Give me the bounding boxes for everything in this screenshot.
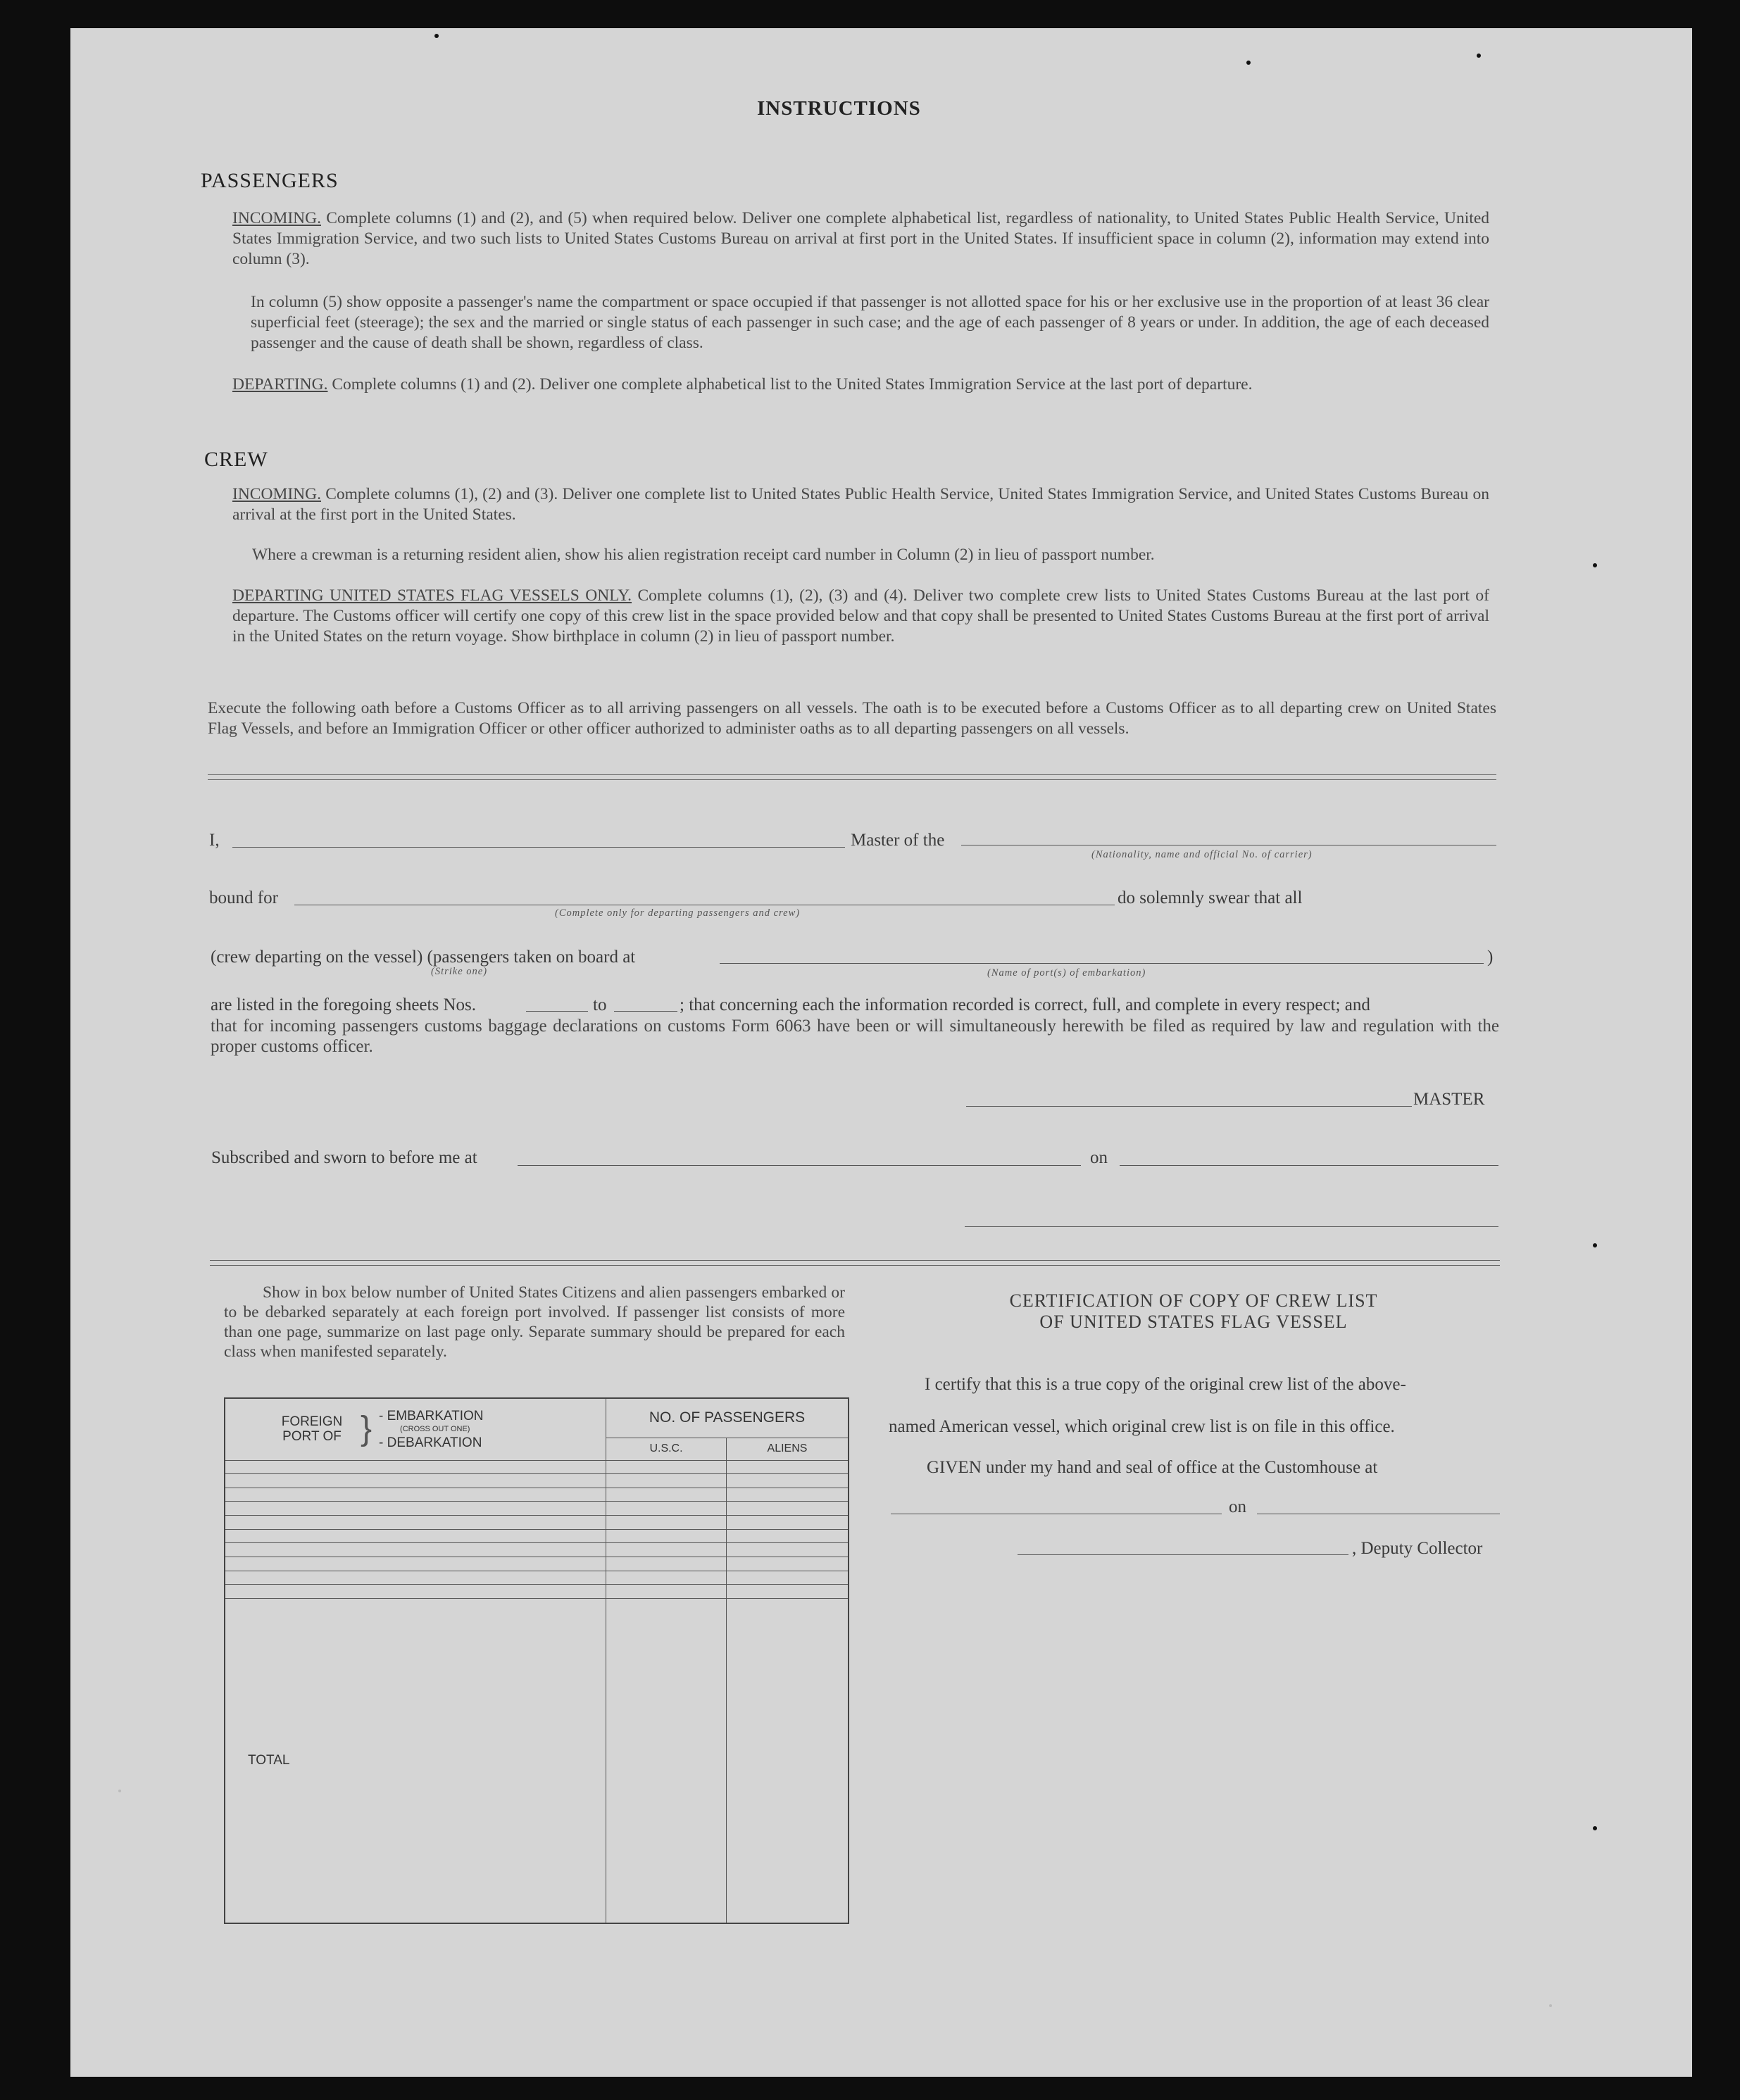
- crew-departing-label: DEPARTING UNITED STATES FLAG VESSELS ONLY.: [232, 586, 632, 605]
- usc-header: U.S.C.: [606, 1438, 727, 1460]
- total-label: TOTAL: [225, 1598, 606, 1923]
- summary-instruction: Show in box below number of United States Citizens and alien passengers embarked or to be debarked separately at each foreign port involved. If passenger list consists of more than one page, summarize on last page only. Separate summary should be prepared for each class when manifested separately.: [224, 1283, 845, 1361]
- listed-label-1: are listed in the foregoing sheets Nos.: [211, 995, 476, 1014]
- embarkation-label: - EMBARKATION: [379, 1408, 484, 1423]
- crew-resident-paragraph: Where a crewman is a returning resident alien, show his alien registration receipt card number in Column (2) in lieu of passport number.: [252, 546, 1155, 564]
- carrier-caption: (Nationality, name and official No. of carrier): [1091, 849, 1313, 860]
- deputy-collector-label: , Deputy Collector: [1352, 1539, 1483, 1558]
- close-paren: ): [1487, 948, 1494, 967]
- certification-line-3: GIVEN under my hand and seal of office at the Customhouse at: [927, 1458, 1378, 1477]
- deputy-signature-field[interactable]: [1018, 1554, 1348, 1555]
- bound-for-label: bound for: [209, 888, 278, 907]
- certification-on-label: on: [1229, 1497, 1246, 1516]
- scan-speck: [434, 34, 439, 38]
- certification-line-2: named American vessel, which original crew list is on file in this office.: [889, 1417, 1395, 1436]
- table-row[interactable]: [225, 1516, 849, 1530]
- passengers-heading: PASSENGERS: [201, 169, 339, 192]
- table-row[interactable]: [225, 1460, 849, 1474]
- crew-incoming-label: INCOMING.: [232, 485, 321, 503]
- crew-incoming-text: Complete columns (1), (2) and (3). Deliver one complete list to United States Public Health Service, United States Immigration Service, and United States Customs Bureau on arrival at the first port in the United States.: [232, 485, 1489, 524]
- certification-heading-1: CERTIFICATION OF COPY OF CREW LIST: [1009, 1290, 1378, 1311]
- table-row[interactable]: [225, 1571, 849, 1585]
- foreign-port-of-label: FOREIGN PORT OF: [281, 1414, 343, 1445]
- total-row[interactable]: [225, 1598, 849, 1923]
- scan-speck: [118, 1790, 121, 1792]
- table-row[interactable]: [225, 1529, 849, 1543]
- scan-speck: [1593, 1826, 1597, 1830]
- aliens-header: ALIENS: [727, 1438, 849, 1460]
- crew-departing-text: Complete columns (1), (2), (3) and (4). Deliver two complete crew lists to United States Customs Bureau at the last port of departure. The Customs officer will certify one copy of this crew list in the space provided below and that copy shall be presented to United States Customs Bureau at the first port of arrival in the United States on the return voyage. Show birthplace in column (2) in lieu of passport number.: [232, 586, 1489, 646]
- officer-signature-field[interactable]: [965, 1226, 1498, 1227]
- table-row[interactable]: [225, 1488, 849, 1502]
- certification-heading: [894, 1290, 1493, 1333]
- subscribed-on-label: on: [1090, 1148, 1108, 1167]
- no-of-passengers-header: NO. OF PASSENGERS: [606, 1398, 849, 1438]
- crew-passengers-label: (crew departing on the vessel) (passengers taken on board at: [211, 948, 636, 967]
- oath-i-label: I,: [209, 831, 220, 850]
- solemnly-swear-label: do solemnly swear that all: [1118, 888, 1303, 907]
- cross-out-label: (CROSS OUT ONE): [400, 1424, 470, 1433]
- debarkation-label: - DEBARKATION: [379, 1435, 482, 1450]
- sheet-from-field[interactable]: [526, 1011, 588, 1012]
- ports-caption: (Name of port(s) of embarkation): [987, 967, 1146, 979]
- master-of-the-label: Master of the: [851, 831, 945, 850]
- ports-field[interactable]: [720, 963, 1484, 964]
- crew-departing-paragraph: [232, 586, 1489, 647]
- scan-speck: [1246, 61, 1251, 65]
- master-signature-field[interactable]: [966, 1106, 1412, 1107]
- certification-heading-2: OF UNITED STATES FLAG VESSEL: [1039, 1312, 1348, 1332]
- listed-label-3: that for incoming passengers customs baggage declarations on customs Form 6063 have been or will simultaneously herewith be filed as required by law and regulation with the proper customs officer.: [211, 1017, 1499, 1056]
- passengers-incoming-label: INCOMING.: [232, 209, 321, 227]
- passengers-departing-paragraph: [232, 375, 1489, 395]
- scan-speck: [1477, 54, 1481, 58]
- scan-speck: [1593, 1243, 1597, 1247]
- sheet-to-field[interactable]: [614, 1011, 677, 1012]
- table-row[interactable]: [225, 1585, 849, 1599]
- master-label: MASTER: [1413, 1090, 1485, 1109]
- passengers-incoming-text: Complete columns (1) and (2), and (5) when required below. Deliver one complete alphabetical list, regardless of nationality, to United States Public Health Service, United States Immigration Service, and two such lists to United States Customs Bureau on arrival at first port in the United States. If insufficient space in column (2), information may extend into column (3).: [232, 209, 1490, 268]
- subscribed-label: Subscribed and sworn to before me at: [211, 1148, 477, 1167]
- scan-speck: [1593, 563, 1597, 567]
- strike-one-caption: (Strike one): [431, 966, 488, 977]
- scan-speck: [1549, 2004, 1552, 2007]
- listed-label-2: ; that concerning each the information recorded is correct, full, and complete in every respect; and: [680, 995, 1370, 1014]
- crew-heading: CREW: [204, 448, 268, 471]
- table-row[interactable]: [225, 1474, 849, 1488]
- passengers-departing-label: DEPARTING.: [232, 375, 328, 394]
- master-name-field[interactable]: [232, 847, 845, 848]
- brace-icon: }: [361, 1410, 373, 1448]
- page-title: INSTRUCTIONS: [757, 97, 921, 120]
- table-row[interactable]: [225, 1557, 849, 1571]
- passengers-column5-paragraph: In column (5) show opposite a passenger's name the compartment or space occupied if that passenger is not allotted space for his or her exclusive use in the proportion of at least 36 clear superficial feet (steerage); the sex and the married or single status of each passenger in such case; and the age of each passenger of 8 years or under. In addition, the age of each deceased passenger and the cause of death shall be shown, regardless of class.: [251, 293, 1489, 352]
- passengers-departing-text: Complete columns (1) and (2). Deliver one complete alphabetical list to the United States Immigration Service at the last port of departure.: [332, 375, 1253, 394]
- passengers-incoming-paragraph: [232, 208, 1489, 270]
- crew-incoming-paragraph: [232, 484, 1489, 525]
- listed-to-label: to: [593, 995, 607, 1014]
- subscribed-date-field[interactable]: [1120, 1165, 1498, 1166]
- passenger-summary-table: [224, 1397, 849, 1924]
- oath-intro: Execute the following oath before a Customs Officer as to all arriving passengers on all vessels. The oath is to be executed before a Customs Officer as to all departing crew on United States Flag Vessels, and before an Immigration Officer or other officer authorized to administer oaths as to all departing passengers on all vessels.: [208, 699, 1496, 738]
- table-row[interactable]: [225, 1543, 849, 1557]
- certification-line-1: I certify that this is a true copy of the original crew list of the above-: [925, 1375, 1406, 1394]
- table-row[interactable]: [225, 1502, 849, 1516]
- foreign-port-header: [225, 1398, 606, 1460]
- departing-caption: (Complete only for departing passengers and crew): [555, 907, 801, 919]
- subscribed-place-field[interactable]: [518, 1165, 1081, 1166]
